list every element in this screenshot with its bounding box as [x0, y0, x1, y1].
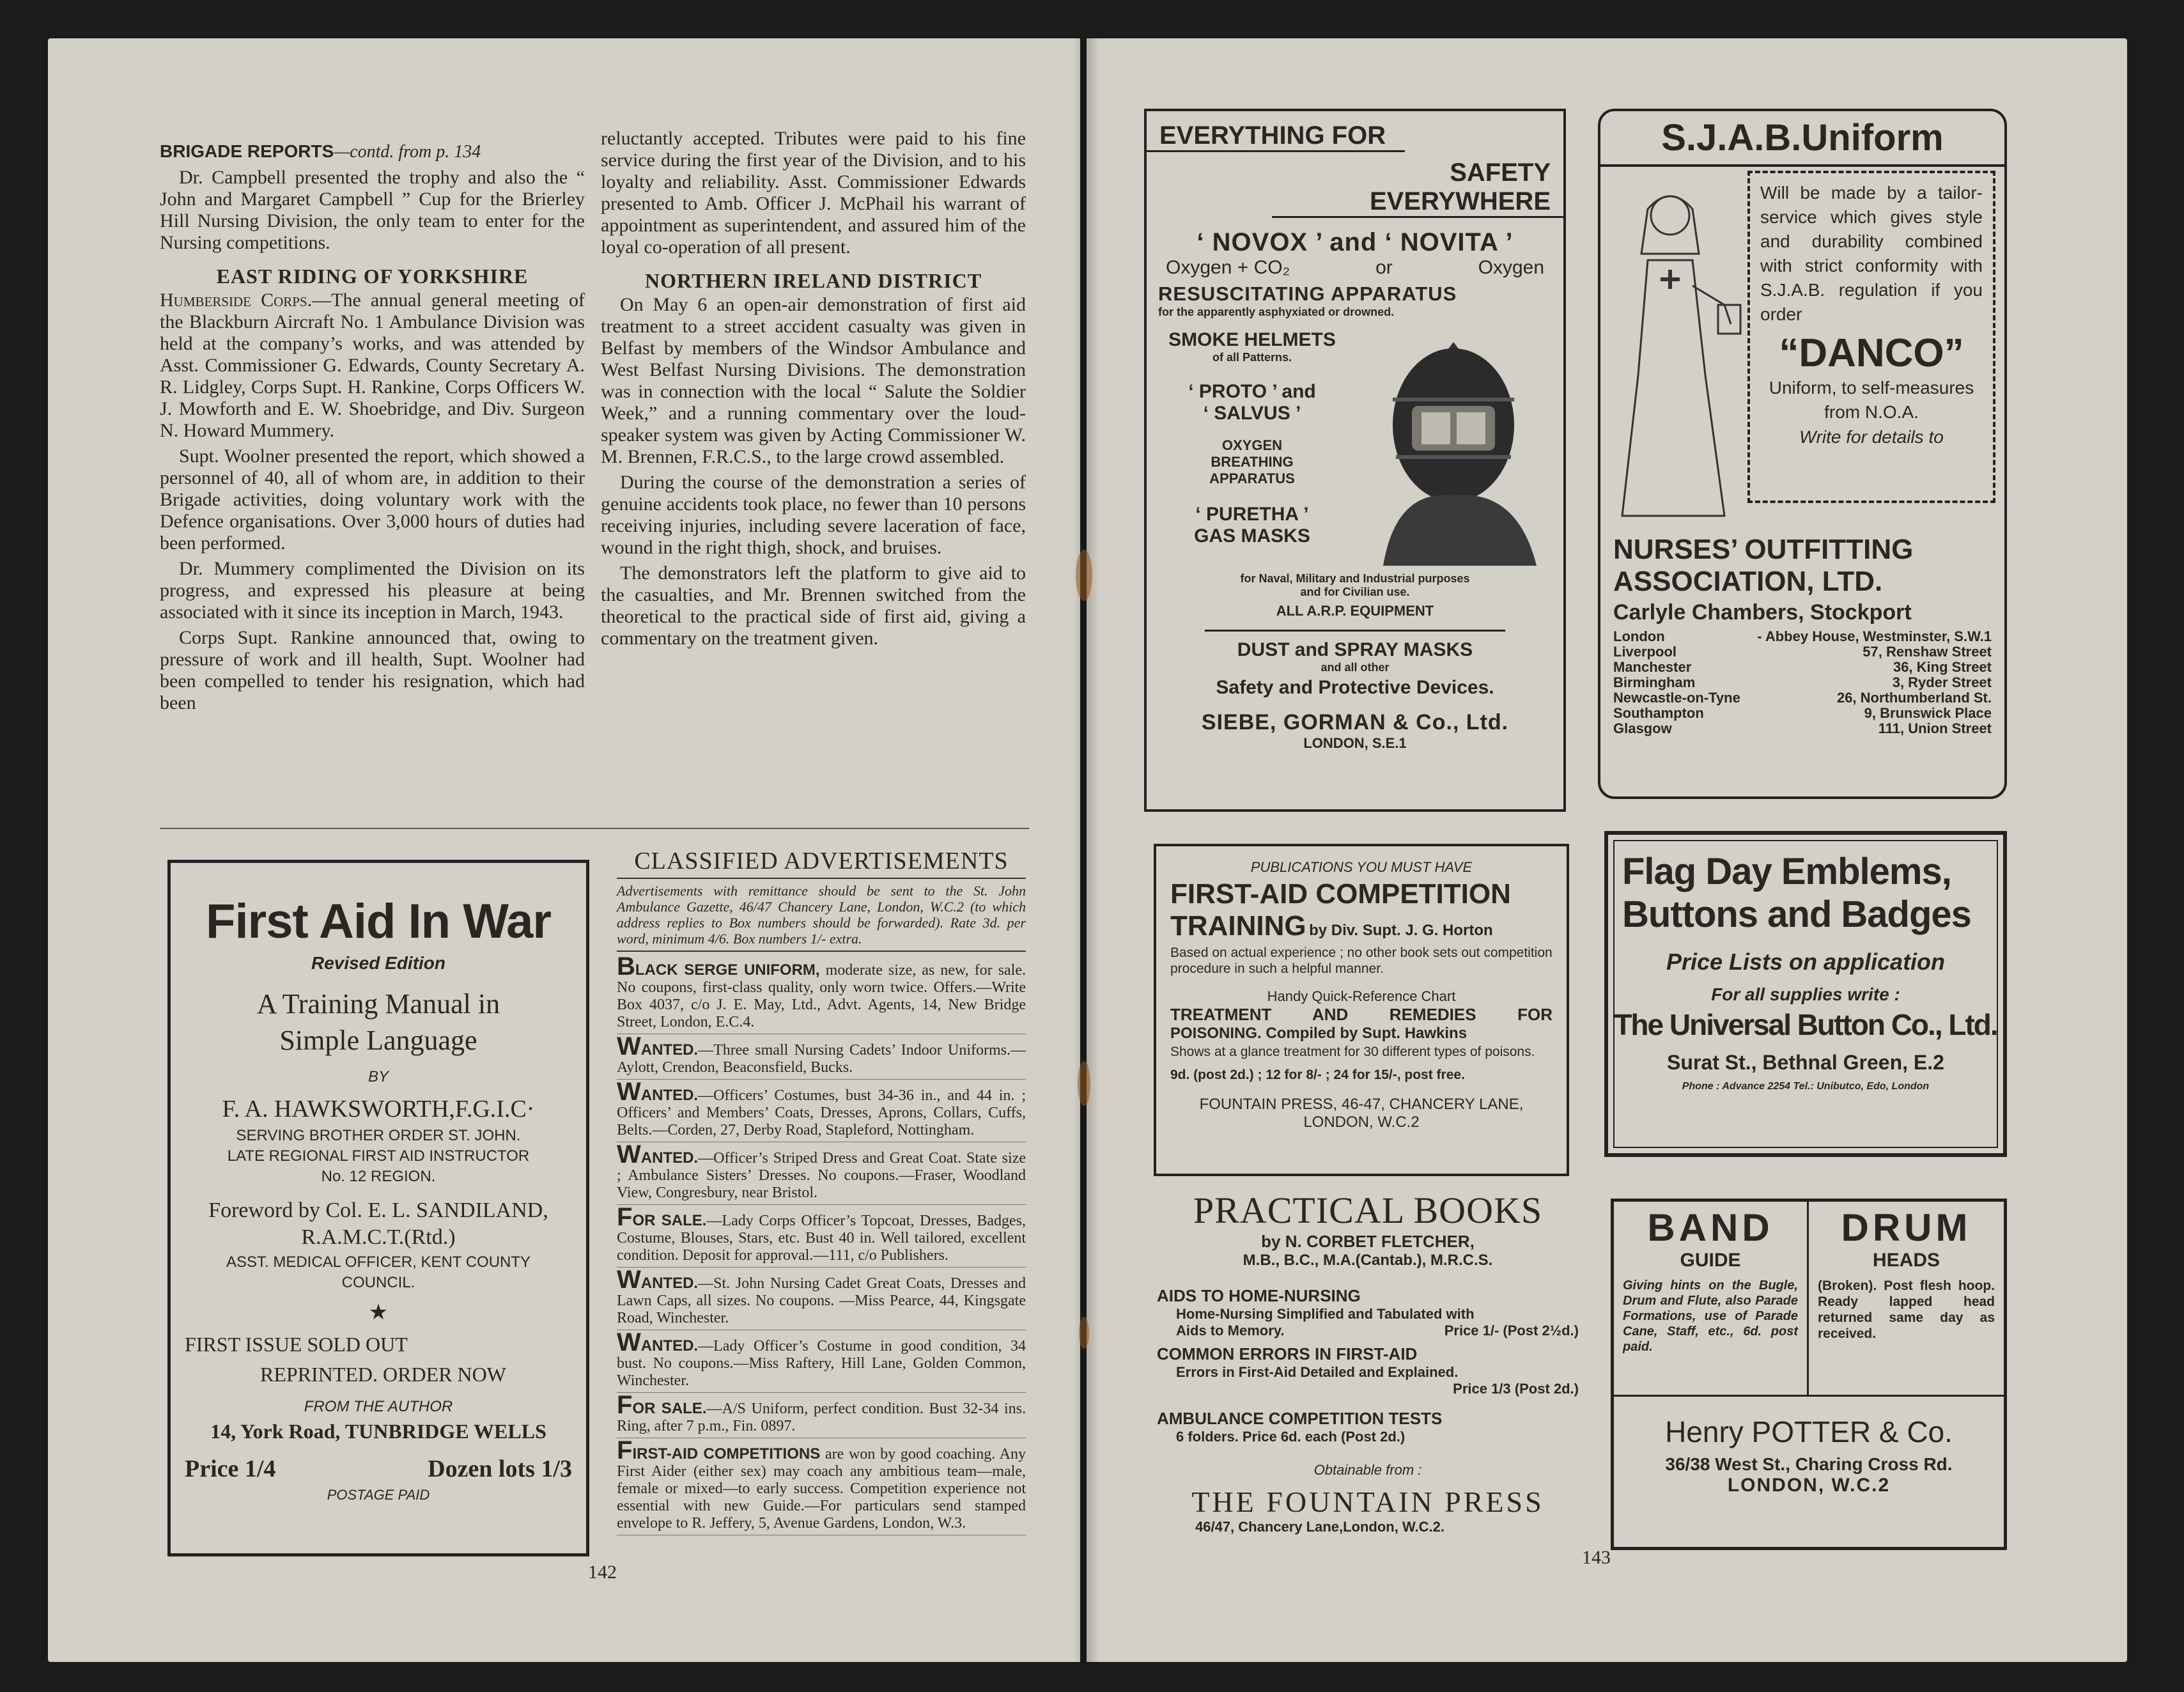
- classified-item: [617, 1032, 1026, 1080]
- drum-heads: HEADS: [1872, 1250, 1940, 1271]
- siebe-smoke: SMOKE HELMETS: [1168, 329, 1336, 350]
- siebe-oxygen: Oxygen: [1478, 257, 1544, 278]
- classified-drop-cap: F: [617, 1203, 633, 1231]
- branch-row: [1613, 629, 1992, 644]
- classified-text: —St. John Nursing Cadet Great Coats, Dresses and Lawn Caps, all sizes. No coupons. —Miss Pearce, 44, Kingsgate Road, Winchester.: [617, 1275, 1026, 1326]
- branch-row: [1613, 721, 1992, 736]
- practical-title: PRACTICAL BOOKS: [1193, 1190, 1543, 1231]
- advert-edition: Revised Edition: [311, 953, 446, 973]
- divider-rule: [1205, 630, 1505, 632]
- classified-list: [617, 952, 1026, 1535]
- branch-address: 57, Renshaw Street: [1863, 644, 1992, 660]
- practical-obtainable: Obtainable from :: [1313, 1462, 1422, 1478]
- flag-address: Surat St., Bethnal Green, E.2: [1667, 1051, 1944, 1074]
- flag-company: The Universal Button Co., Ltd.: [1614, 1008, 1997, 1041]
- branch-city: Liverpool: [1613, 644, 1677, 660]
- advert-credential: No. 12 REGION.: [321, 1168, 436, 1185]
- nurse-illustration: [1609, 171, 1744, 529]
- classified-text: —Officers’ Costumes, bust 34-36 in., and 44 in. ; Officers’ and Members’ Coats, Dresses, Aprons, Collars, Cuffs, Belts.—Corden, 27, Derby Road, Stapleford, Nottingham.: [617, 1087, 1026, 1138]
- paragraph: reluctantly accepted. Tributes were paid to his fine service during the first year of the Division, and to his loyalty and reliability. Asst. Commissioner Edwards presented to Amb. Officer J. McPhail his warrant of appointment as superintendent, and assured him of the loyal co-operation of all present.: [601, 128, 1026, 258]
- competition-title: TRAINING: [1170, 910, 1306, 942]
- sjab-nurses: NURSES’ OUTFITTING: [1613, 534, 1914, 565]
- sjab-write: Write for details to: [1799, 427, 1944, 447]
- siebe-line: EVERYTHING FOR: [1147, 111, 1405, 152]
- classified-item: [617, 1391, 1026, 1438]
- practical-press: THE FOUNTAIN PRESS: [1191, 1486, 1544, 1518]
- advert-sjab-uniform: [1598, 109, 2007, 799]
- classified-drop-cap: W: [617, 1266, 641, 1294]
- classified-drop-cap: W: [617, 1140, 641, 1168]
- classified-lead: OR SALE.: [632, 1400, 707, 1417]
- paragraph: Corps Supt. Rankine announced that, owing to pressure of work and ill health, Supt. Woolner had been compelled to tender his resignation, which had been: [160, 627, 585, 713]
- paragraph: Supt. Woolner presented the report, which showed a personnel of 40, all of whom are, in addition to their Brigade activities, doing voluntary work with the Defence organisations. Over 3,000 hours of duties had been performed.: [160, 446, 585, 554]
- classified-item: [617, 1436, 1026, 1535]
- advert-foreword: Foreword by Col. E. L. SANDILAND,: [208, 1199, 548, 1222]
- branch-row: [1613, 706, 1992, 721]
- drum-heads-text: (Broken). Post flesh hoop. Ready lapped head returned same day as received.: [1818, 1278, 1995, 1341]
- practical-author: by N. CORBET FLETCHER,: [1261, 1232, 1475, 1251]
- classified-drop-cap: F: [617, 1391, 633, 1419]
- running-head-continued: —contd. from p. 134: [334, 142, 481, 162]
- band-top-row: [1614, 1202, 2004, 1397]
- branch-city: London: [1613, 628, 1665, 644]
- classified-lead: ANTED.: [640, 1149, 699, 1167]
- advert-flag-day-emblems: [1604, 831, 2007, 1157]
- practical-item: Errors in First-Aid Detailed and Explained.: [1176, 1364, 1459, 1380]
- practical-author: M.B., B.C., M.A.(Cantab.), M.R.C.S.: [1243, 1252, 1493, 1269]
- classified-text: —Officer’s Striped Dress and Great Coat. State size ; Ambulance Sisters’ Dresses. No coupons.—Fraser, Woodland View, Congresbury, near Bristol.: [617, 1150, 1026, 1201]
- competition-treatment: POISONING. Compiled by Supt. Hawkins: [1170, 1025, 1468, 1042]
- classified-lead: IRST-AID COMPETITIONS: [632, 1445, 821, 1463]
- siebe-proto: ‘ PROTO ’ and: [1188, 381, 1316, 402]
- siebe-oxygen-co2: Oxygen + CO₂: [1166, 257, 1290, 278]
- practical-price: Price 1/3 (Post 2d.): [1453, 1381, 1579, 1397]
- competition-based: Based on actual experience ; no other book sets out competition procedure in such a helpful manner.: [1170, 945, 1553, 976]
- paragraph: The demonstrators left the platform to give aid to the casualties, and Mr. Brennen switched from the theoretical to the practical side of first aid, giving a commentary on the treatment given.: [601, 563, 1026, 649]
- paragraph: Dr. Mummery complimented the Division on its progress, and expressed his pleasure at being associated with it since its inception in March, 1943.: [160, 558, 585, 623]
- sjab-uniform: Uniform, to self-measures from N.O.A.: [1769, 378, 1974, 422]
- classified-drop-cap: B: [617, 952, 635, 981]
- siebe-or: or: [1375, 257, 1393, 278]
- advert-credential: SERVING BROTHER ORDER ST. JOHN.: [236, 1127, 521, 1144]
- classified-lead: ANTED.: [640, 1337, 699, 1354]
- classified-item: [617, 1266, 1026, 1330]
- band-address: LONDON, W.C.2: [1727, 1475, 1891, 1496]
- classified-item: [617, 1078, 1026, 1142]
- branch-row: [1613, 690, 1992, 706]
- advert-foreword: COUNCIL.: [341, 1274, 415, 1291]
- flag-title: Buttons and Badges: [1622, 894, 1971, 935]
- paragraph: Dr. Campbell presented the trophy and also the “ John and Margaret Campbell ” Cup for the Brierley Hill Nursing Division, the only team to enter for the Nursing competitions.: [160, 167, 585, 253]
- classified-text: —Lady Officer’s Costume in good condition, 34 bust. No coupons.—Miss Raftery, Hill Lane, Golden Common, Winchester.: [617, 1338, 1026, 1389]
- advert-postage: POSTAGE PAID: [327, 1487, 430, 1503]
- sjab-danco: “DANCO”: [1779, 331, 1964, 375]
- practical-item: Home-Nursing Simplified and Tabulated with: [1176, 1306, 1475, 1322]
- branch-city: Birmingham: [1613, 674, 1696, 690]
- sjab-body: Will be made by a tailor-service which gives style and durability combined with strict conformity with S.J.A.B. regulation if you order: [1760, 183, 1983, 324]
- siebe-gas-masks: GAS MASKS: [1194, 525, 1310, 547]
- competition-title-row: [1156, 910, 1567, 942]
- competition-price: 9d. (post 2d.) ; 12 for 8/- ; 24 for 15/-, post free.: [1170, 1067, 1465, 1082]
- advert-practical-books: [1157, 1189, 1579, 1535]
- branch-row: [1613, 675, 1992, 690]
- practical-item: AMBULANCE COMPETITION TESTS: [1157, 1409, 1443, 1428]
- spine-gutter: [1074, 38, 1099, 1662]
- classified-item: [617, 1328, 1026, 1393]
- advert-reprinted: REPRINTED. ORDER NOW: [260, 1363, 506, 1386]
- practical-address: 46/47, Chancery Lane,London, W.C.2.: [1195, 1519, 1444, 1535]
- sjab-carlyle: Carlyle Chambers, Stockport: [1613, 600, 1912, 625]
- advert-foreword: ASST. MEDICAL OFFICER, KENT COUNTY: [226, 1253, 531, 1271]
- practical-item: Aids to Memory.: [1176, 1323, 1285, 1339]
- siebe-company: SIEBE, GORMAN & Co., Ltd.: [1201, 710, 1509, 734]
- sjab-association: ASSOCIATION, LTD.: [1613, 566, 1883, 597]
- branch-address: 9, Brunswick Place: [1864, 705, 1992, 721]
- siebe-resuscitating: RESUSCITATING APPARATUS: [1158, 283, 1457, 305]
- siebe-helmet-text: [1147, 329, 1358, 566]
- page-number: 142: [588, 1562, 617, 1583]
- band-guide-text: Giving hints on the Bugle, Drum and Flute, also Parade Formations, use of Parade Cane, Staff, etc., 6d. post paid.: [1623, 1278, 1798, 1354]
- siebe-resuscitating-sub: for the apparently asphyxiated or drowned.: [1158, 306, 1395, 318]
- stain-mark: [1076, 550, 1092, 601]
- practical-item: AIDS TO HOME-NURSING: [1157, 1286, 1361, 1305]
- advert-first-aid-competition: [1154, 844, 1569, 1176]
- advert-band-drum: [1611, 1199, 2007, 1550]
- classified-item: [617, 1140, 1026, 1205]
- paragraph: During the course of the demonstration a series of genuine accidents took place, no fewer than 10 persons receiving injuries, including severe laceration of face, wound in the right thigh, shock, and bruises.: [601, 472, 1026, 558]
- siebe-dust: DUST and SPRAY MASKS: [1237, 639, 1473, 660]
- classified-lead: ANTED.: [640, 1041, 699, 1059]
- branch-address: 111, Union Street: [1878, 720, 1992, 736]
- book-advert-first-aid-in-war: [167, 860, 589, 1556]
- band-company: Henry POTTER & Co.: [1665, 1415, 1953, 1448]
- advert-foreword: R.A.M.C.T.(Rtd.): [301, 1225, 456, 1249]
- siebe-naval: and for Civilian use.: [1300, 586, 1410, 598]
- practical-price: Price 1/- (Post 2½d.): [1444, 1323, 1579, 1339]
- classified-text: —Three small Nursing Cadets’ Indoor Uniforms.—Aylott, Crendon, Beaconsfield, Bucks.: [617, 1042, 1026, 1076]
- flag-for-supplies: For all supplies write :: [1711, 984, 1900, 1004]
- band-drum-col: [1809, 1202, 2004, 1395]
- branch-address: 26, Northumberland St.: [1836, 690, 1992, 706]
- advert-subtitle: A Training Manual in: [256, 988, 500, 1020]
- siebe-helmet-section: [1147, 329, 1563, 566]
- section-heading: NORTHERN IRELAND DISTRICT: [644, 269, 982, 292]
- advert-from-author: FROM THE AUTHOR: [304, 1398, 453, 1415]
- classified-drop-cap: W: [617, 1328, 641, 1356]
- paragraph: —The annual general meeting of the Blackburn Aircraft No. 1 Ambulance Division was held at the company’s works, and was attended by Asst. Commissioner G. Edwards, County Secretary A. R. Lidgley, Corps Supt. H. Rankine, Corps Officers W. J. Mowforth and E. W. Shoebridge, and Div. Surgeon N. Howard Mummery.: [160, 290, 585, 441]
- practical-item: COMMON ERRORS IN FIRST-AID: [1157, 1344, 1418, 1363]
- competition-author: by Div. Supt. J. G. Horton: [1309, 922, 1493, 939]
- classified-text: —A/S Uniform, perfect condition. Bust 32-34 ins. Ring, after 7 p.m., Fin. 0897.: [617, 1401, 1026, 1434]
- classified-lead: OR SALE.: [632, 1212, 707, 1229]
- siebe-salvus: ‘ SALVUS ’: [1203, 403, 1301, 424]
- siebe-london: LONDON, S.E.1: [1303, 735, 1407, 751]
- siebe-smoke-sub: of all Patterns.: [1212, 351, 1292, 364]
- practical-row: [1157, 1323, 1579, 1339]
- corps-name: Humberside Corps.: [160, 290, 313, 311]
- sjab-title: S.J.A.B.Uniform: [1600, 111, 2004, 167]
- stain-mark: [1079, 1317, 1089, 1349]
- classified-text: moderate size, as new, for sale. No coupons, first-class quality, only worn twice. Offers.—Write Box 4037, c/o J. E. May, Ltd., Advt. Agents, 14, New Bridge Street, London, E.C.4.: [617, 962, 1026, 1030]
- branch-city: Glasgow: [1613, 720, 1672, 736]
- band-title: BAND: [1647, 1206, 1774, 1249]
- advert-price: Price 1/4: [185, 1455, 276, 1482]
- stain-mark: [1078, 1061, 1090, 1106]
- advert-address: 14, York Road, TUNBRIDGE WELLS: [210, 1420, 546, 1443]
- advert-dozen-price: Dozen lots 1/3: [428, 1455, 572, 1482]
- flag-inner-frame: [1613, 840, 1998, 1148]
- siebe-oxygen-label: OXYGEN: [1221, 437, 1283, 453]
- running-head: [160, 141, 585, 163]
- section-heading: EAST RIDING OF YORKSHIRE: [216, 265, 529, 288]
- classified-text: are won by good coaching. Any First Aider (either sex) may coach any ambitious team—male, female or mixed—to early success. Competition experience not essential with new Guide.—For particulars send stamped envelope to R. Jeffery, 5, Avenue Gardens, London, W.3.: [617, 1446, 1026, 1532]
- siebe-arp: ALL A.R.P. EQUIPMENT: [1276, 603, 1434, 619]
- band-address: 36/38 West St., Charing Cross Rd.: [1665, 1454, 1953, 1474]
- classified-intro: Advertisements with remittance should be sent to the St. John Ambulance Gazette, 46/47 Chancery Lane, London, W.C.2 (to which address replies to Box numbers should be forwarded). Rate 3d. per word, minimum 4/6. Box numbers 1/- extra.: [617, 883, 1026, 952]
- branch-address: - Abbey House, Westminster, S.W.1: [1757, 628, 1992, 644]
- advert-price-row: [171, 1455, 586, 1483]
- band-guide-col: [1614, 1202, 1809, 1395]
- classified-drop-cap: F: [617, 1436, 633, 1464]
- advert-subtitle: Simple Language: [279, 1025, 477, 1056]
- classified-lead: LACK SERGE UNIFORM,: [635, 961, 820, 979]
- star-icon: ★: [368, 1301, 389, 1324]
- classified-drop-cap: W: [617, 1078, 641, 1106]
- branch-address: 3, Ryder Street: [1892, 674, 1992, 690]
- advert-siebe-gorman: [1144, 109, 1566, 812]
- band-guide: GUIDE: [1680, 1250, 1741, 1271]
- siebe-safety: Safety and Protective Devices.: [1216, 677, 1494, 698]
- competition-handy: Handy Quick-Reference Chart: [1267, 988, 1456, 1004]
- competition-title: FIRST-AID COMPETITION: [1170, 878, 1511, 910]
- drum-title: DRUM: [1841, 1206, 1972, 1249]
- paragraph: On May 6 an open-air demonstration of first aid treatment to a street accident casualty was given in Belfast by members of the Windsor Ambulance and West Belfast Nursing Divisions. The demonstration was in connection with the local “ Salute the Soldier Week,” and a running commentary over the loud-speaker system was given by Acting Commissioner W. M. Brennen, F.R.C.S., to the large crowd assembled.: [601, 294, 1026, 467]
- sjab-text-box: [1747, 171, 1995, 503]
- siebe-line: SAFETY EVERYWHERE: [1272, 152, 1563, 218]
- classified-item: [617, 1203, 1026, 1268]
- advert-credential: LATE REGIONAL FIRST AID INSTRUCTOR: [227, 1147, 530, 1165]
- running-head-title: BRIGADE REPORTS: [160, 141, 334, 161]
- siebe-brands: ‘ NOVOX ’ and ‘ NOVITA ’: [1197, 228, 1514, 256]
- siebe-apparatus: APPARATUS: [1209, 470, 1295, 486]
- competition-shows: Shows at a glance treatment for 30 different types of poisons.: [1170, 1044, 1535, 1059]
- classified-lead: ANTED.: [640, 1275, 699, 1292]
- branch-city: Newcastle-on-Tyne: [1613, 690, 1740, 706]
- advert-by: BY: [368, 1068, 389, 1085]
- competition-pub: PUBLICATIONS YOU MUST HAVE: [1250, 859, 1473, 875]
- sjab-branches: [1600, 625, 2004, 736]
- advert-first-issue: FIRST ISSUE SOLD OUT: [185, 1333, 408, 1356]
- practical-item: 6 folders. Price 6d. each (Post 2d.): [1176, 1429, 1406, 1445]
- smoke-helmet-illustration: [1358, 329, 1549, 566]
- siebe-dust-sub: and all other: [1320, 661, 1390, 674]
- classified-text: —Lady Corps Officer’s Topcoat, Dresses, Badges, Costume, Blouses, Stars, etc. Bust 40 in. Well tailored, excellent condition. Deposit for approval.—111, c/o Publishers.: [617, 1213, 1026, 1264]
- siebe-breathing: BREATHING: [1211, 454, 1294, 470]
- divider-rule: [160, 828, 1029, 829]
- branch-city: Southampton: [1613, 705, 1704, 721]
- flag-price-lists: Price Lists on application: [1666, 949, 1946, 975]
- branch-address: 36, King Street: [1893, 659, 1992, 675]
- competition-address: FOUNTAIN PRESS, 46-47, CHANCERY LANE,: [1199, 1096, 1524, 1113]
- flag-title: Flag Day Emblems,: [1622, 851, 1951, 892]
- page-number: 143: [1582, 1547, 1611, 1568]
- classified-item: [617, 952, 1026, 1034]
- classified-drop-cap: W: [617, 1032, 641, 1060]
- left-column-2: [601, 128, 1026, 653]
- siebe-naval: for Naval, Military and Industrial purposes: [1240, 572, 1470, 585]
- classified-lead: ANTED.: [640, 1087, 699, 1104]
- branch-city: Manchester: [1613, 659, 1692, 675]
- left-column-1: [160, 141, 585, 718]
- competition-address: LONDON, W.C.2: [1303, 1114, 1420, 1131]
- siebe-puretha: ‘ PURETHA ’: [1195, 504, 1309, 525]
- siebe-oxygen-row: [1147, 257, 1563, 279]
- classified-advertisements: [617, 847, 1026, 1539]
- sjab-body-row: [1600, 167, 2004, 529]
- classified-title: CLASSIFIED ADVERTISEMENTS: [617, 847, 1026, 879]
- flag-phone: Phone : Advance 2254 Tel.: Unibutco, Edo, London: [1682, 1081, 1930, 1092]
- branch-row: [1613, 660, 1992, 675]
- advert-author: F. A. HAWKSWORTH,F.G.I.C·: [222, 1096, 535, 1122]
- competition-treatment: TREATMENT AND REMEDIES FOR: [1170, 1005, 1553, 1024]
- branch-row: [1613, 644, 1992, 660]
- advert-title: First Aid In War: [206, 894, 551, 949]
